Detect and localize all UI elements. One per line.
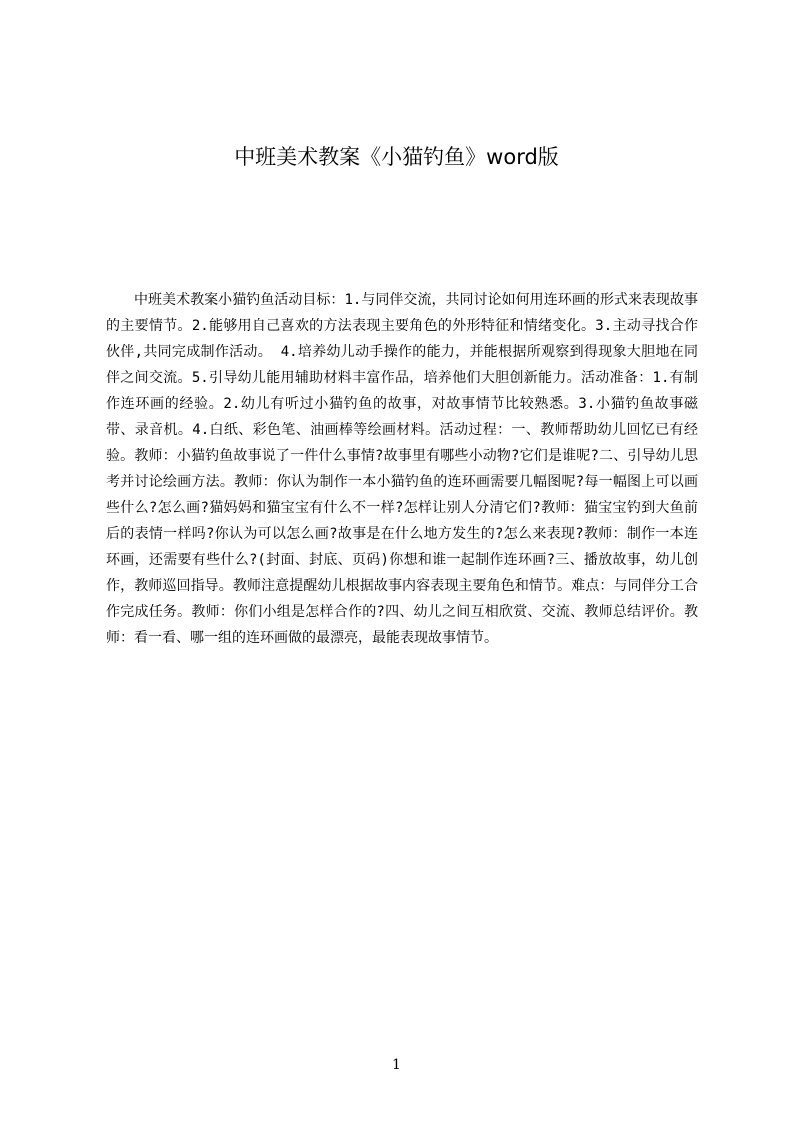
document-title: 中班美术教案《小猫钓鱼》word版 [234,145,559,169]
document-body-paragraph: 中班美术教案小猫钓鱼活动目标：1.与同伴交流，共同讨论如何用连环画的形式来表现故事的主要情节。2.能够用自己喜欢的方法表现主要角色的外形特征和情绪变化。3.主动寻找合作伙伴,共同完成制作活动。 4.培养幼儿动手操作的能力，并能根据所观察到得现象大胆地在同伴之间交流。5.引导幼儿能用辅助材料丰富作品，培养他们大胆创新能力。活动准备：1.有制作连环画的经验。2.幼儿有听过小猫钓鱼的故事，对故事情节比较熟悉。3.小猫钓鱼故事磁带、录音机。4.白纸、彩色笔、油画棒等绘画材料。活动过程：一、教师帮助幼儿回忆已有经验。教师：小猫钓鱼故事说了一件什么事情?故事里有哪些小动物?它们是谁呢?二、引导幼儿思考并讨论绘画方法。教师：你认为制作一本小猫钓鱼的连环画需要几幅图呢?每一幅图上可以画些什么?怎么画?猫妈妈和猫宝宝有什么不一样?怎样让别人分清它们?教师：猫宝宝钓到大鱼前后的表情一样吗?你认为可以怎么画?故事是在什么地方发生的?怎么来表现?教师：制作一本连环画，还需要有些什么?(封面、封底、页码)你想和谁一起制作连环画?三、播放故事，幼儿创作，教师巡回指导。教师注意提醒幼儿根据故事内容表现主要角色和情节。难点：与同伴分工合作完成任务。教师：你们小组是怎样合作的?四、幼儿之间互相欣赏、交流、教师总结评价。教师：看一看、哪一组的连环画做的最漂亮，最能表现故事情节。 [106,292,698,646]
page-number: 1 [392,1057,401,1073]
